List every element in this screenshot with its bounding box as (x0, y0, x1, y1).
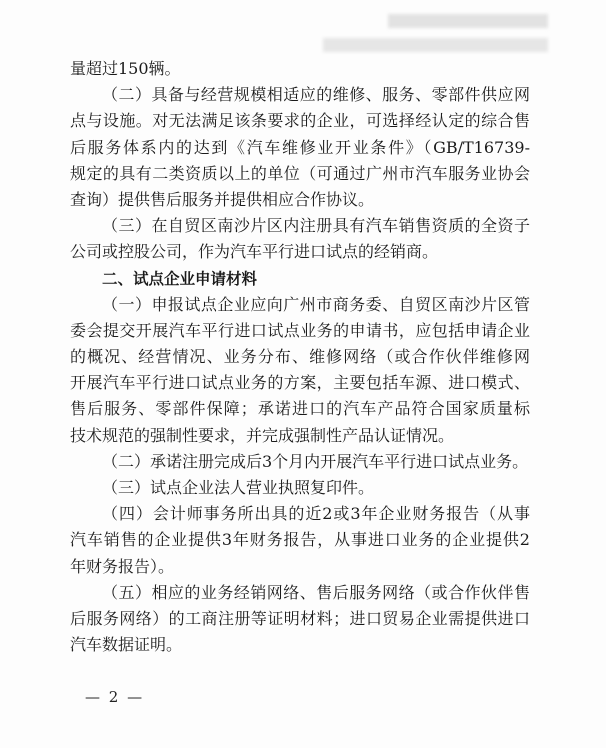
bleed-through-text (318, 6, 548, 54)
paragraph-start-line: （三）试点企业法人营业执照复印件。 (102, 478, 375, 497)
text-line: 售后服务、零部件保障；承诺进口的汽车产品符合国家质量标 (70, 399, 530, 419)
text-line: 规定的具有二类资质以上的单位（可通过广州市汽车服务业协会 (70, 163, 530, 183)
text-line: 开展汽车平行进口试点业务的方案，主要包括车源、进口模式、 (70, 373, 530, 393)
text-line: 后服务体系内的达到《汽车维修业开业条件》（GB/T16739- (70, 137, 530, 157)
text-line: 年财务报告）。 (70, 556, 175, 576)
paragraph-start-line: （一）申报试点企业应向广州市商务委、自贸区南沙片区管 (102, 294, 530, 314)
bleed-through-line (323, 38, 548, 52)
paragraph-start-line: （三）在自贸区南沙片区内注册具有汽车销售资质的全资子 (102, 216, 530, 236)
paragraph-start-line: （二）承诺注册完成后3个月内开展汽车平行进口试点业务。 (102, 451, 529, 471)
text-line: 技术规范的强制性要求，并完成强制性产品认证情况。 (70, 425, 455, 445)
document-body (70, 56, 530, 658)
text-line: 汽车数据证明。 (70, 635, 183, 655)
paragraph-start-line: （四）会计师事务所出具的近2或3年企业财务报告（从事 (102, 504, 530, 524)
paragraph-start-line: （五）相应的业务经销网络、售后服务网络（或合作伙伴售 (102, 582, 530, 602)
section-heading: 二、试点企业申请材料 (102, 269, 258, 288)
text-line: 查询）提供售后服务并提供相应合作协议。 (70, 189, 375, 209)
text-line: 公司或控股公司，作为汽车平行进口试点的经销商。 (70, 242, 439, 262)
text-line: 点与设施。对无法满足该条要求的企业，可选择经认定的综合售 (70, 111, 530, 131)
paragraph-start-line: （二）具备与经营规模相适应的维修、服务、零部件供应网 (102, 85, 530, 105)
text-line: 后服务网络）的工商注册等证明材料；进口贸易企业需提供进口 (70, 608, 530, 628)
text-line: 量超过150辆。 (70, 59, 181, 78)
text-line: 委会提交开展汽车平行进口试点业务的申请书，应包括申请企业 (70, 320, 530, 340)
page-number: — 2 — (85, 688, 145, 706)
text-line: 的概况、经营情况、业务分布、维修网络（或合作伙伴维修网 (70, 347, 530, 367)
bleed-through-line (388, 14, 548, 28)
text-line: 汽车销售的企业提供3年财务报告，从事进口业务的企业提供2 (70, 530, 530, 550)
